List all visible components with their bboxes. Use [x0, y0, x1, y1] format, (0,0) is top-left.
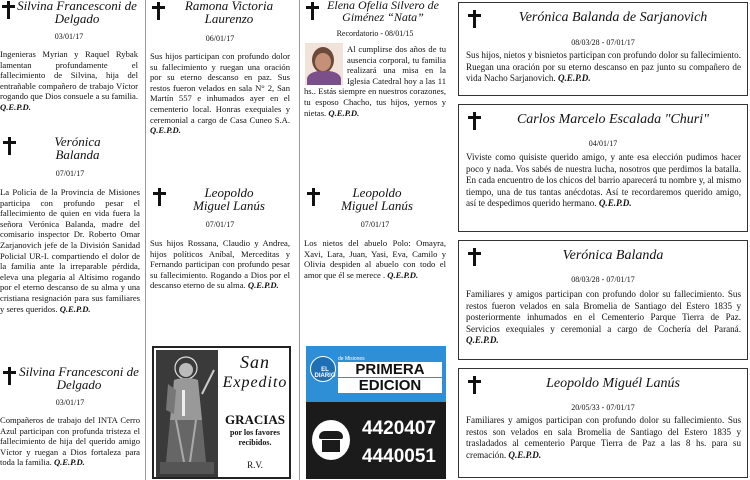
obituary-text [466, 152, 741, 210]
obituary-date: 04/01/17 [588, 139, 618, 148]
cross-icon [2, 1, 15, 19]
qepd: Q.E.P.D. [59, 303, 91, 314]
obituary-elena [304, 0, 446, 118]
obituary-text [466, 289, 741, 347]
obituary-name: Ramona Victoria Laurenzo [184, 0, 274, 26]
ad-gracias: GRACIAS [225, 412, 285, 427]
text: Compañeros de trabajo del INTA Cerro Azul participan con profunda tristeza el fallecimiento de hija del querido amigo Víctor y ruegan a Dios fortaleza para toda la familia. [0, 415, 140, 468]
obituary-leopoldo-1 [150, 186, 290, 291]
text: Sus hijos participan con profundo dolor su fallecimiento y ruegan una oración por su eterno descanso en paz. Sus restos fueron velados en sala N° 2, San Martín 557 e inhumados ayer en el cementerio local. Honras exequiales y ceremonial a cargo de Casa Cuneo S.A. [150, 51, 290, 125]
text: Sus hijos Rossana, Claudio y Andrea, hijos políticos Aníbal, Merceditas y Fernando participan con profundo pesar su fallecimiento. Rogando a Dios por el descanso eterno de su alma. [150, 238, 290, 291]
ad-subtitle: por los favores recibidos. [230, 428, 280, 447]
obituary-text [150, 238, 290, 291]
obituary-box-balanda [458, 240, 748, 360]
obituary-text [304, 238, 446, 280]
qepd: Q.E.P.D. [150, 125, 181, 136]
obituary-veronica-1 [0, 135, 140, 314]
obituary-silvina-2 [0, 365, 140, 468]
saint-image [156, 350, 218, 477]
obituary-text [0, 415, 140, 468]
cross-icon [307, 188, 320, 206]
column-divider [145, 0, 146, 480]
text: Sus hijos, nietos y bisnietos participan con profundo dolor su fallecimiento. Ruegan una oración por su eterno descanso en paz junto su compañero de vida Nacho Sarjanovich. [466, 50, 741, 84]
obituary-box-escalada [458, 104, 748, 232]
cross-icon [468, 112, 481, 130]
ad-title-2: Expedito [222, 374, 288, 391]
cross-icon [468, 376, 481, 394]
column-3 [304, 0, 450, 480]
obituary-date: 08/03/28 - 07/01/17 [571, 275, 635, 284]
qepd: Q.E.P.D. [0, 101, 31, 112]
qepd: Q.E.P.D. [598, 198, 632, 209]
cross-icon [3, 137, 16, 155]
text: Ingenieras Myrian y Raquel Rybak lamentan profundamente el fallecimiento de Silvina, hija del entrañable compañero de trabajo Víctor rogando que Dios consuele a su familia. [0, 49, 138, 102]
ad-banner [306, 346, 446, 402]
obituary-name: Leopoldo Miguel Lanús [193, 185, 265, 213]
obituary-name: Verónica Balanda [54, 134, 101, 162]
qepd: Q.E.P.D. [387, 269, 419, 280]
qepd: Q.E.P.D. [53, 457, 85, 468]
qepd: Q.E.P.D. [508, 449, 542, 460]
obituary-text [0, 187, 140, 314]
text: Los nietos del abuelo Polo: Omayra, Xavi, Lara, Juan, Yasi, Eva, Camilo y Olivia despiden al abuelo con todo el amor que él se merece . [304, 238, 446, 280]
obituary-name: Silvina Francesconi de Delgado [19, 364, 139, 392]
obituary-silvina-1 [0, 0, 138, 113]
san-expedito-ad [152, 346, 291, 479]
cross-icon [468, 10, 481, 28]
column-2 [150, 0, 295, 480]
ad-phone-1: 4420407 [362, 418, 436, 439]
text: Viviste como quisiste querido amigo, y ante esa elección pudimos hacer poco y nada. Vos sabés de nuestra lucha, nosotros que perdimos la batalla. En cada encuentro de los chicos del barrio aparecerá tu nombre y, al mismo tiempo, una de tus tantas anécdotas. Así te recordaremos querido amigo, así te despedimos querido hermano. [466, 152, 741, 209]
ad-brand-2: EDICION [338, 378, 442, 393]
obituary-name: Leopoldo Miguel Lanús [341, 185, 413, 213]
obituary-name: Carlos Marcelo Escalada "Churi" [516, 112, 710, 127]
obituary-date: 20/05/33 - 07/01/17 [571, 403, 635, 412]
qepd: Q.E.P.D. [557, 73, 591, 84]
cross-icon [306, 2, 319, 20]
obituary-ramona [150, 0, 290, 136]
phone-icon [312, 420, 350, 460]
obituary-date: 03/01/17 [55, 398, 85, 407]
qepd: Q.E.P.D. [328, 107, 360, 118]
obituary-date: 06/01/17 [205, 34, 235, 43]
obituary-text [150, 51, 290, 136]
obituary-text [0, 49, 138, 113]
obituary-date: 07/01/17 [55, 169, 85, 178]
primera-edicion-ad [306, 346, 446, 479]
ad-brand-1: PRIMERA [338, 362, 442, 377]
obituary-date: 07/01/17 [205, 220, 235, 229]
cross-icon [3, 367, 16, 385]
obituary-name: Silvina Francesconi de Delgado [17, 0, 137, 26]
ad-signature: R.V. [247, 460, 263, 470]
qepd: Q.E.P.D. [247, 280, 279, 291]
obituary-text [466, 50, 741, 85]
obituary-name: Verónica Balanda de Sarjanovich [518, 10, 708, 25]
ad-brand-sub: de Misiones [338, 356, 365, 362]
column-1 [0, 0, 145, 480]
obituary-leopoldo-2 [304, 186, 446, 280]
cross-icon [153, 188, 166, 206]
obituary-name: Verónica Balanda [562, 248, 664, 263]
obituary-date: Recordatorio - 08/01/15 [336, 29, 414, 38]
obituary-date: 03/01/17 [54, 32, 84, 41]
obituary-text [466, 415, 741, 461]
obituary-name: Leopoldo Miguél Lanús [546, 376, 680, 391]
ad-phone-2: 4440051 [362, 446, 436, 467]
cross-icon [468, 248, 481, 266]
ad-brand-top: EL DIARIO [314, 367, 336, 379]
portrait-photo [305, 43, 343, 85]
obituary-box-sarjanovich [458, 2, 748, 96]
obituary-name: Elena Ofelia Silvero de Giménez “Nata” [327, 0, 439, 24]
text: La Policía de la Provincia de Misiones participa con profundo pesar el fallecimiento de quien en vida fuera la señora Verónica Balanda, madre del comisario inspector Dr. Roberto Omar Zarjanovich jefe de la División Sanidad Policial UR-I. compartiendo el dolor de la familia ante la irreparable pérdida, eleva una plegaria al Altísimo rogando por el eterno descanso de su alma y una cristiana resignación para sus familiares y seres queridos. [0, 187, 140, 314]
obituary-date: 07/01/17 [360, 220, 390, 229]
cross-icon [152, 2, 165, 20]
ad-title-1: San [240, 352, 270, 372]
obituary-date: 08/03/28 - 07/01/17 [571, 38, 635, 47]
qepd: Q.E.P.D. [466, 335, 499, 346]
obituary-box-lanus [458, 368, 748, 478]
text: Familiares y amigos participan con profundo dolor su fallecimiento. Sus restos fueron velados en sala Bromelia de Santiago del Estero 1835 y posteriormente inhumados en el Cementerio Parque Tierra de Paz. Servicios exequiales y ceremonial a cargo de Cochería del Paraná. [466, 289, 741, 334]
text: Familiares y amigos participan con profundo dolor su fallecimiento. Sus restos son velados en sala Bromelia de Santiago del Estero 1835 y trasladados al cementerio Parque Tierra de Paz a las 8 hs. para su cremación. [466, 415, 741, 460]
text: Al cumplirse dos años de tu ausencia corporal, tu familia realizará una misa en la Iglesia Catedral hoy a las 11 hs.. Estás siempre en nuestros corazones, tu esposo Chacho, tus hijos, yernos y nietas. [304, 44, 446, 118]
column-divider [299, 0, 300, 480]
